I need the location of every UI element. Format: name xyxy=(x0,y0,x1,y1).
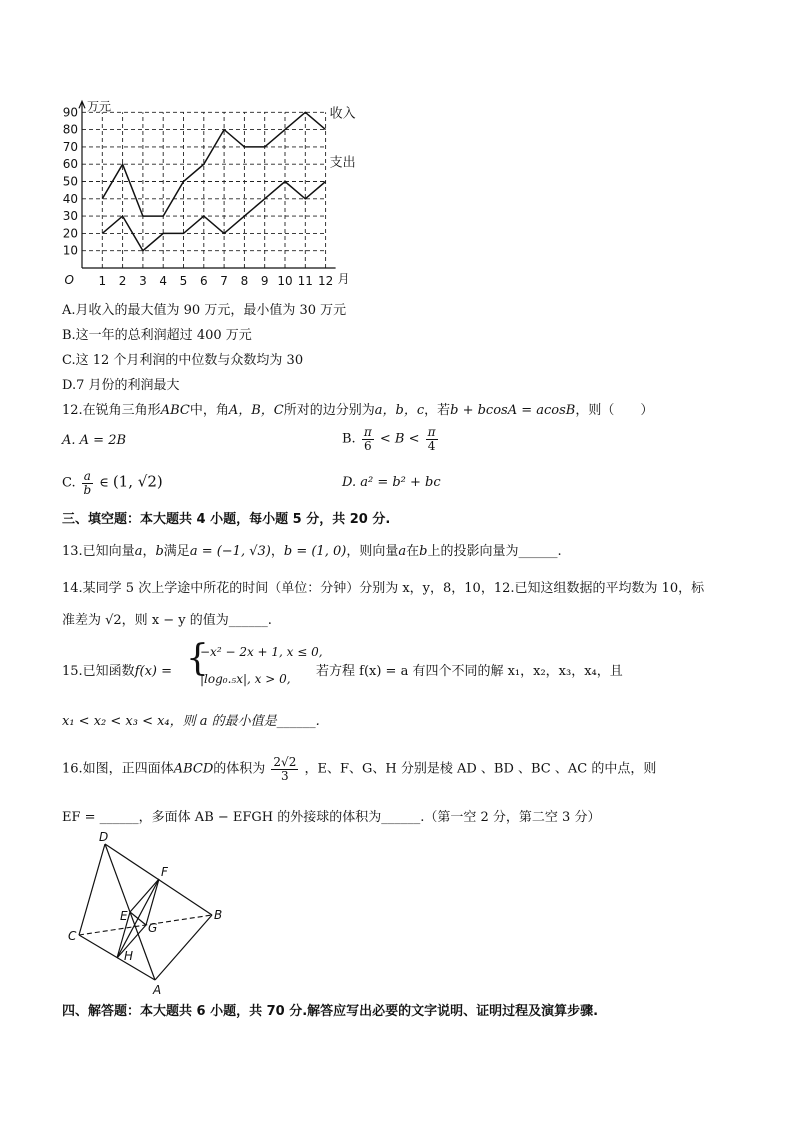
q15-post: 若方程 f(x) = a 有四个不同的解 x₁，x₂，x₃，x₄，且 xyxy=(316,664,623,679)
label-E: E xyxy=(120,909,128,923)
label-G: G xyxy=(148,921,158,935)
x-axis-unit: 月 xyxy=(337,272,350,286)
q16-line1: 16.如图，正四面体ABCD的体积为 $\frac{2√2}{3}$ ，E、F、G、H 分别是棱 AD 、BD 、BC 、AC 的中点，则 xyxy=(62,755,657,783)
line-chart xyxy=(60,85,360,295)
x-tick-label: 5 xyxy=(179,274,188,288)
section3-heading: 三、填空题：本大题共 4 小题，每小题 5 分，共 20 分. xyxy=(62,512,391,527)
x-tick-label: 6 xyxy=(199,274,208,288)
y-tick-label: 80 xyxy=(62,122,78,137)
q11-option-c: C.这 12 个月利润的中位数与众数均为 30 xyxy=(62,353,304,368)
x-tick-label: 10 xyxy=(277,274,293,288)
q15-brace: { xyxy=(186,638,209,679)
q14-line1: 14.某同学 5 次上学途中所花的时间（单位：分钟）分别为 x，y，8，10，12.已知这组数据的平均数为 10，标 xyxy=(62,581,705,596)
q12-option-c: C. $\frac{a}{b}$ ∈ (1, √2) xyxy=(62,469,163,497)
edge-CB-hidden xyxy=(79,915,212,935)
y-tick-label: 70 xyxy=(62,139,78,154)
y-tick-label: 20 xyxy=(62,226,78,241)
y-axis-unit: 万元 xyxy=(87,99,112,114)
q11-option-d: D.7 月份的利润最大 xyxy=(62,378,180,393)
y-tick-label: 60 xyxy=(62,157,78,172)
edge-BA xyxy=(155,915,212,980)
x-tick-label: 1 xyxy=(98,274,107,288)
q15-case1: −x² − 2x + 1, x ≤ 0, xyxy=(200,645,323,659)
y-tick-label: 30 xyxy=(62,209,78,224)
x-tick-label: 3 xyxy=(139,274,147,288)
edge-DC xyxy=(79,844,105,935)
q14-line2: 准差为 √2，则 x − y 的值为______. xyxy=(62,613,272,628)
label-A: A xyxy=(153,983,162,997)
x-tick-label: 9 xyxy=(260,274,269,288)
x-tick-label: 7 xyxy=(220,274,228,288)
y-tick-label: 90 xyxy=(62,105,78,120)
label-C: C xyxy=(68,929,77,943)
q15-case2: |log₀.₅x|, x > 0, xyxy=(200,672,291,686)
q15-pre: 15.已知函数f(x) = xyxy=(62,664,172,679)
q11-option-b: B.这一年的总利润超过 400 万元 xyxy=(62,328,252,343)
y-tick-label: 50 xyxy=(62,174,78,189)
origin-label: O xyxy=(64,273,74,287)
x-tick-label: 11 xyxy=(297,274,313,288)
x-tick-label: 4 xyxy=(159,274,168,288)
q12-option-b: B. $\frac{\pi}{6}$ < B < $\frac{\pi}{4}$ xyxy=(342,425,436,453)
label-B: B xyxy=(214,908,223,922)
q12-option-d: D. a² = b² + bc xyxy=(342,475,441,490)
label-D: D xyxy=(99,830,109,844)
q13: 13.已知向量a，b满足a = (−1, √3)，b = (1, 0)，则向量a在b上的投影向量为______. xyxy=(62,544,562,559)
x-tick-label: 8 xyxy=(240,274,249,288)
y-tick-label: 10 xyxy=(62,243,78,258)
series-label: 收入 xyxy=(329,106,356,122)
x-tick-label: 12 xyxy=(317,274,334,288)
chart-axes xyxy=(79,101,336,268)
label-F: F xyxy=(161,865,168,879)
series-label: 支出 xyxy=(329,155,356,171)
label-H: H xyxy=(124,949,134,963)
q12-option-a: A. A = 2B xyxy=(62,433,127,448)
section4-heading: 四、解答题：本大题共 6 小题，共 70 分.解答应写出必要的文字说明、证明过程及演算步骤. xyxy=(62,1004,599,1019)
tetrahedron-figure xyxy=(62,828,232,998)
q15-line2: x₁ < x₂ < x₃ < x₄，则 a 的最小值是______. xyxy=(62,714,320,729)
y-tick-label: 40 xyxy=(62,191,78,206)
q16-line2: EF = ______，多面体 AB − EFGH 的外接球的体积为______.（第一空 2 分，第二空 3 分） xyxy=(62,810,601,825)
x-tick-label: 2 xyxy=(118,274,127,288)
chart-grid xyxy=(82,112,326,268)
q12-stem: 12.在锐角三角形ABC中，角A，B，C所对的边分别为a，b，c，若b + bcosA = acosB，则（ ） xyxy=(62,403,654,418)
chart-series xyxy=(102,106,355,251)
q11-option-a: A.月收入的最大值为 90 万元，最小值为 30 万元 xyxy=(62,303,347,318)
